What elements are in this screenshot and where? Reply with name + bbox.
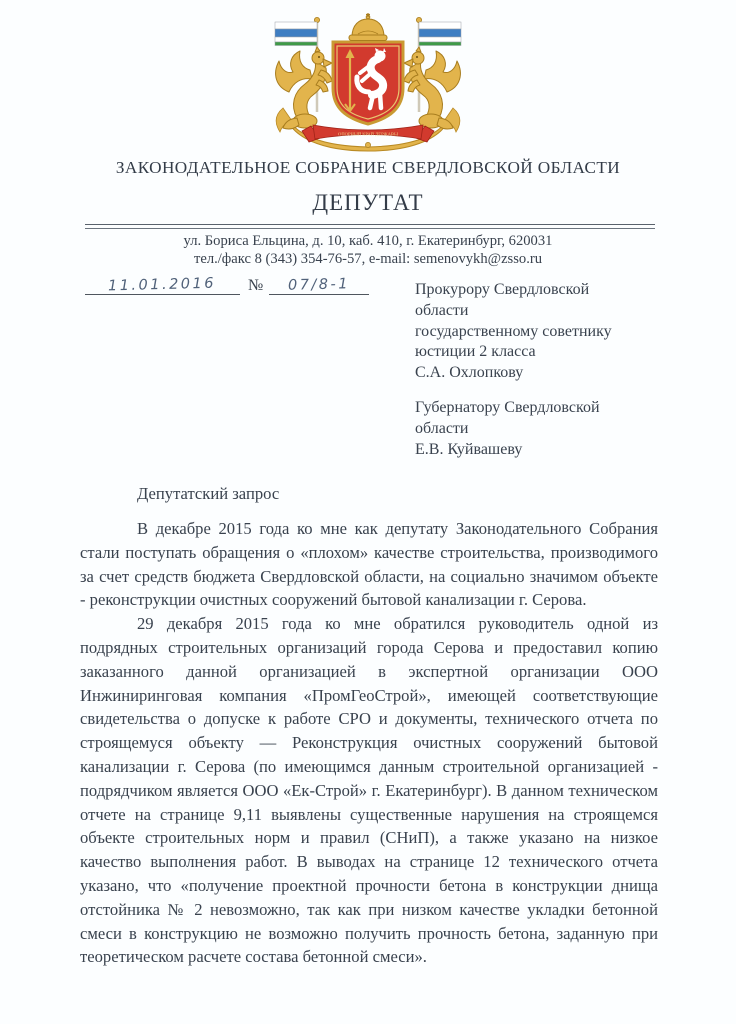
addressee-line: Е.В. Куйвашеву: [415, 440, 523, 458]
coat-of-arms-icon: [253, 12, 483, 152]
letterhead-address: ул. Бориса Ельцина, д. 10, каб. 410, г. Екатеринбург, 620031: [183, 233, 553, 249]
body-paragraph: В декабре 2015 года ко мне как депутату Законодательного Собрания стали поступать обращения о «плохом» качестве строительства, производимого за счет средств бюджета Свердловской области, на социально значимом объекте - реконструкции очистных сооружений бытовой канализации г. Серова.: [80, 519, 658, 610]
reference-line: [85, 276, 369, 295]
handwritten-date: 11.01.2016: [108, 275, 217, 295]
addressee-governor: [415, 398, 612, 460]
addressee-line: Прокурору Свердловской: [415, 281, 590, 298]
letterhead-title: ДЕПУТАТ: [312, 190, 424, 215]
body-paragraph: 29 декабря 2015 года ко мне обратился руководитель одной из подрядных строительных организаций города Серова и предоставил копию заказанного данной организацией в экспертной организации ООО Инжиниринговая компания «ПромГеоСтрой», имеющей соответствующие свидетельства о допуске к работе СРО и документы, технического отчета по строящемуся объекту — Реконструкция очистных сооружений бытовой канализации г. Серова (по имеющимся данным строительной организацией - подрядчиком является ООО «Ек-Строй» г. Екатеринбург). В данном техническом отчете на странице 9,11 выявлены существенные нарушения на строящемся объекте строительных норм и правил (СНиП), а также указано на низкое качество выполнения работ. В выводах на странице 12 технического отчета указано, что «получение проектной прочности бетона в конструкции днища отстойника № 2 невозможно, так как при низком качестве укладки бетонной смеси в конструкцию не возможно получить прочность бетона, заданную при теоретическом расчете состава бетонной смеси».: [80, 614, 658, 967]
addressee-block: [415, 280, 612, 474]
letterhead-contacts: тел./факс 8 (343) 354-76-57, e-mail: semenovykh@zsso.ru: [193, 251, 543, 267]
letterhead-divider: [85, 224, 655, 229]
addressee-prosecutor: [415, 280, 612, 384]
number-blank: [269, 276, 369, 295]
handwritten-number: 07/8-1: [288, 276, 351, 294]
addressee-line: государственному советнику: [415, 322, 612, 340]
addressee-line: Губернатору Свердловской: [415, 398, 600, 416]
addressee-line: области: [415, 301, 469, 319]
organization-name: ЗАКОНОДАТЕЛЬНОЕ СОБРАНИЕ СВЕРДЛОВСКОЙ ОБЛАСТИ: [115, 158, 621, 177]
number-sign: №: [248, 277, 264, 294]
letter-heading: Депутатский запрос: [137, 484, 280, 503]
addressee-line: юстиции 2 класса: [415, 343, 536, 361]
date-blank: [85, 276, 240, 295]
addressee-line: области: [415, 419, 469, 437]
emblem-motto: ОПОРНЫЙ КРАЙ ДЕРЖАВЫ: [338, 131, 398, 137]
letter-body: [80, 484, 658, 969]
addressee-line: С.А. Охлопкову: [415, 364, 524, 382]
